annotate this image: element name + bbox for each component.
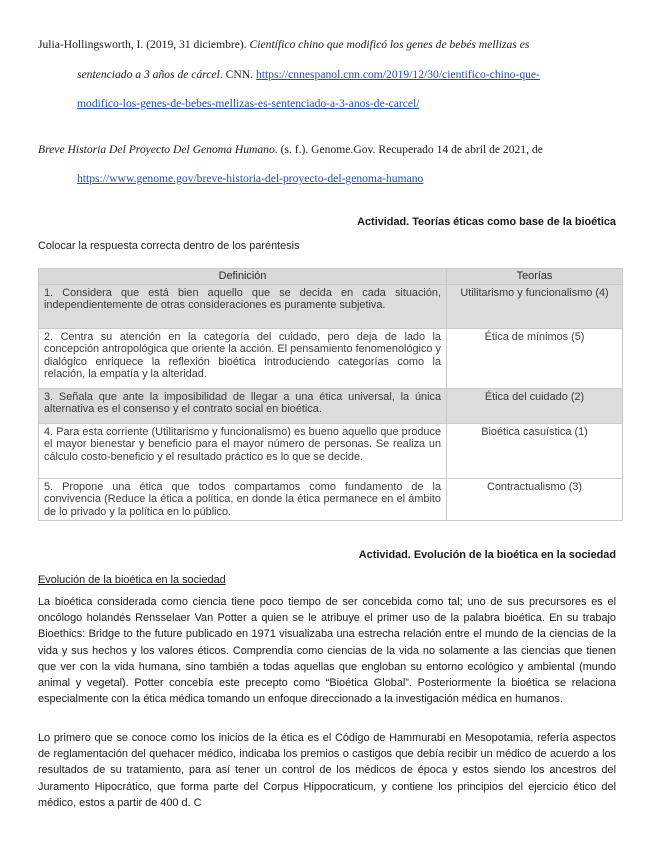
definition-cell: 2. Centra su atención en la categoría del cuidado, pero deja de lado la concepción antropológica que oriente la acción. El pensamiento fenomenológico y dialógico enriquece la reflexión bioética introduciendo categorías como la relación, la empatía y la alteridad. bbox=[39, 328, 447, 388]
reference-2-line-1 bbox=[38, 143, 543, 156]
header-definition: Definición bbox=[39, 269, 447, 285]
table-row bbox=[39, 423, 623, 478]
activity-2-subtitle: Evolución de la bioética en la sociedad bbox=[38, 574, 226, 586]
definition-cell: 1. Considera que está bien aquello que se decida en cada situación, independientemente de otras consideraciones es puramente subjetiva. bbox=[39, 284, 447, 328]
reference-1-title-cont: sentenciado a 3 años de cárcel bbox=[77, 68, 220, 81]
activity-2-paragraph-2: Lo primero que se conoce como los inicios de la ética es el Código de Hammurabi en Mesopotamia, refería aspectos de reglamentación del quehacer médico, indicaba los premios o castigos que debía recibir un médico de acuerdo a los resultados de su tratamiento, para así tener un control de los médicos de época y estos siendo los ancestros del Juramento Hipocrático, que forma parte del Corpus Hippocraticum, y contiene los principios del ejercicio ético del médico, estos a partir de 400 d. C bbox=[38, 732, 616, 809]
reference-1-url-part2[interactable]: modifico-los-genes-de-bebes-mellizas-es-sentenciado-a-3-anos-de-carcel/ bbox=[77, 97, 420, 110]
reference-1-line-3 bbox=[77, 97, 420, 110]
reference-1-source: . CNN. bbox=[219, 68, 256, 81]
reference-2-title: Breve Historia Del Proyecto Del Genoma Humano bbox=[38, 143, 275, 156]
table-row bbox=[39, 478, 623, 521]
definition-cell: 5. Propone una ética que todos compartamos como fundamento de la convivencia (Reduce la ética a política, en donde la ética permanece en el ámbito de lo privado y la política en lo público. bbox=[39, 478, 447, 521]
reference-1-line-1 bbox=[38, 38, 529, 51]
reference-1-line-2 bbox=[77, 68, 540, 81]
table-row bbox=[39, 388, 623, 423]
activity-1-instruction: Colocar la respuesta correcta dentro de los paréntesis bbox=[38, 240, 300, 252]
theory-cell: Contractualismo (3) bbox=[447, 478, 623, 521]
reference-1-author: Julia-Hollingsworth, I. (2019, 31 diciembre). bbox=[38, 38, 250, 51]
theory-cell: Utilitarismo y funcionalismo (4) bbox=[447, 284, 623, 328]
reference-2-url[interactable]: https://www.genome.gov/breve-historia-del-proyecto-del-genoma-humano bbox=[77, 172, 424, 185]
activity-1-heading: Actividad. Teorías éticas como base de la bioética bbox=[357, 216, 616, 228]
reference-2-line-2 bbox=[77, 172, 423, 185]
reference-2-rest: . (s. f.). Genome.Gov. Recuperado 14 de abril de 2021, de bbox=[274, 143, 543, 156]
activity-2-paragraph-1: La bioética considerada como ciencia tiene poco tiempo de ser concebida como tal; uno de sus precursores es el oncólogo holandés Rensselaer Van Potter a quien se le atribuye el primer uso de la palabra bioética. En su trabajo Bioethics: Bridge to the future publicado en 1971 visualizaba una estrecha relación entre el mundo de la ciencias de la vida y sus hechos y los valores éticos. Comprendía como ciencias de la vida no solamente a las ciencias que tienen que ver con la vida humana, sino también a todas aquellas que engloban su entorno ecológico y ambiental (mundo animal y vegetal). Potter concebía este precepto como “Bioética Global”. Posteriormente la bioética se relaciona especialmente con la ética médica tomando un enfoque direccionado a la investigación médica en humanos. bbox=[38, 596, 616, 706]
definition-cell: 4. Para esta corriente (Utilitarismo y funcionalismo) es bueno aquello que produce el mayor bienestar y beneficio para el mayor número de personas. Se realiza un cálculo costo-beneficio y el resultado práctico es lo que se decide. bbox=[39, 423, 447, 478]
theory-cell: Ética del cuidado (2) bbox=[447, 388, 623, 423]
theory-cell: Ética de mínimos (5) bbox=[447, 328, 623, 388]
table-row bbox=[39, 328, 623, 388]
table-header-row bbox=[39, 269, 623, 285]
reference-1-title: Científico chino que modificó los genes de bebés mellizas es bbox=[249, 38, 530, 51]
table-row bbox=[39, 284, 623, 328]
theory-cell: Bioética casuística (1) bbox=[447, 423, 623, 478]
header-theories: Teorías bbox=[447, 269, 623, 285]
activity-2-heading: Actividad. Evolución de la bioética en la sociedad bbox=[358, 549, 616, 561]
theories-table bbox=[38, 268, 623, 521]
definition-cell: 3. Señala que ante la imposibilidad de llegar a una ética universal, la única alternativa es el consenso y el contrato social en bioética. bbox=[39, 388, 447, 423]
reference-1-url-part1[interactable]: https://cnnespanol.cnn.com/2019/12/30/cientifico-chino-que- bbox=[255, 68, 540, 81]
